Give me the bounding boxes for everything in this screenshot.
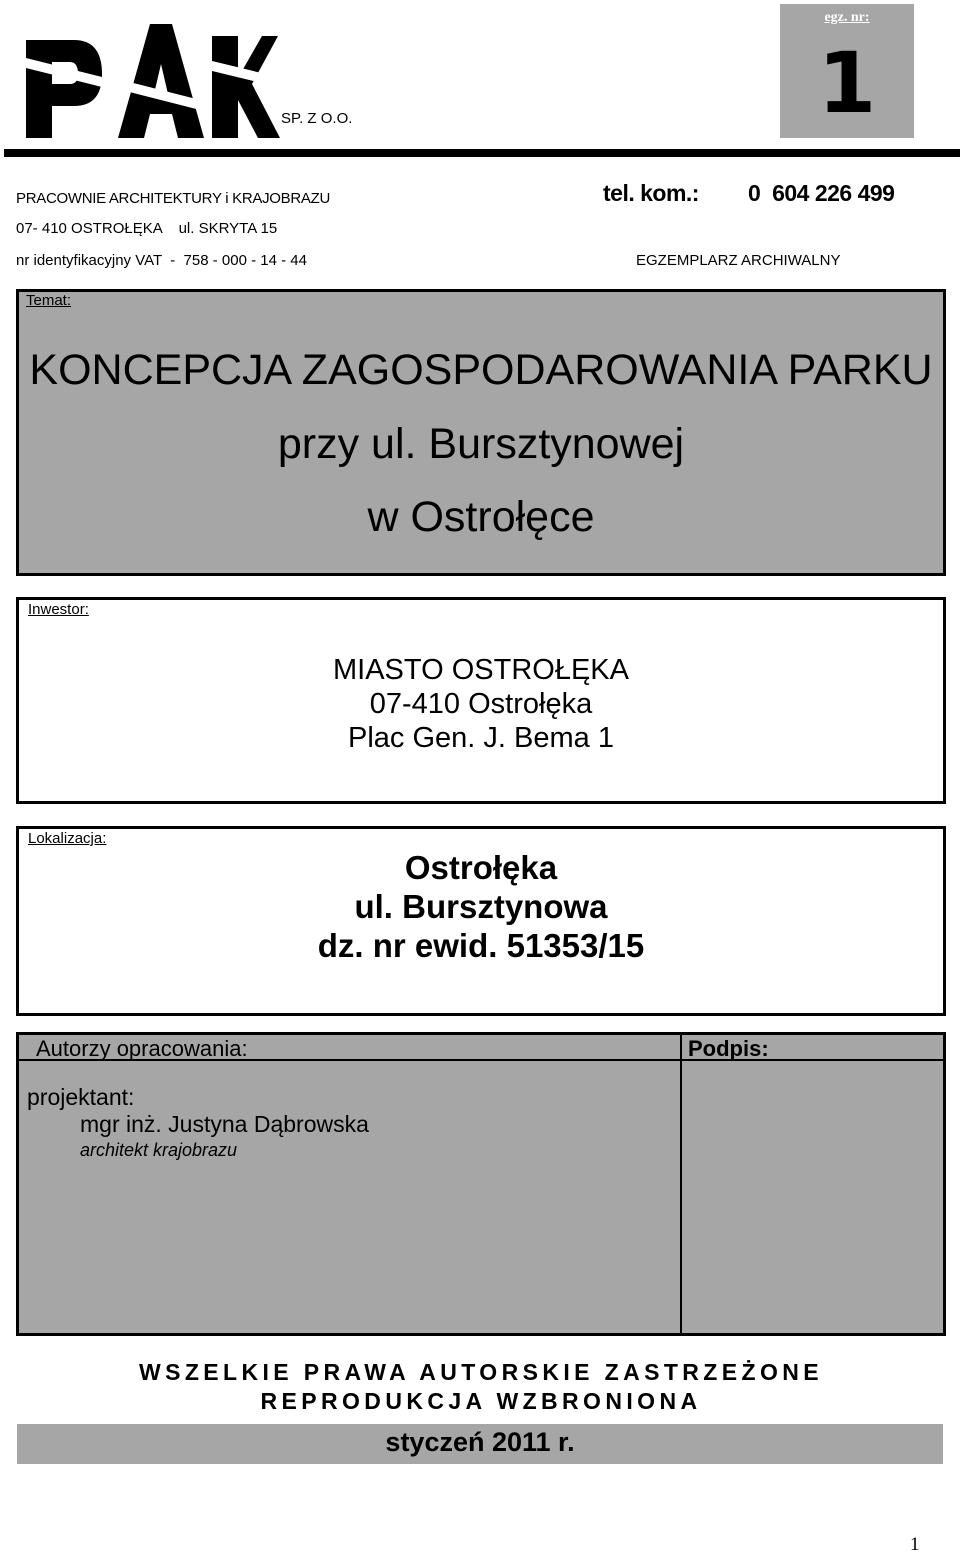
investor-city: 07-410 Ostrołęka [369,688,593,720]
company-vat: nr identyfikacyjny VAT - 758 - 000 - 14 - 44 [16,252,307,269]
designer-role: projektant: [27,1084,135,1110]
company-name: PRACOWNIE ARCHITEKTURY i KRAJOBRAZU [16,190,330,207]
company-logo [22,18,282,148]
topic-title-line3: w Ostrołęce [367,493,595,541]
archive-copy-label: EGZEMPLARZ ARCHIWALNY [636,252,841,269]
investor-label: Inwestor: [28,601,89,618]
location-label: Lokalizacja: [28,830,107,847]
topic-title-line2: przy ul. Bursztynowej [277,420,685,468]
designer-title: architekt krajobrazu [80,1140,238,1160]
company-form: SP. Z O.O. [281,110,353,127]
authors-column-divider [680,1032,682,1336]
signature-header: Podpis: [688,1036,769,1061]
authors-section [16,1032,946,1336]
investor-street: Plac Gen. J. Bema 1 [348,722,614,754]
header-divider [4,149,960,157]
investor-name: MIASTO OSTROŁĘKA [333,654,629,686]
pak-logo-graphic [22,18,282,148]
phone-label: tel. kom.: [603,180,699,206]
copy-number-label: egz. nr: [824,10,870,25]
topic-label: Temat: [26,292,72,309]
document-date: styczeń 2011 r. [385,1427,575,1457]
topic-title-line1: KONCEPCJA ZAGOSPODAROWANIA PARKU [29,346,933,394]
location-street: ul. Bursztynowa [354,888,608,925]
page-number: 1 [910,1534,920,1555]
reproduction-notice: REPRODUKCJA WZBRONIONA [260,1388,702,1414]
copyright-notice: WSZELKIE PRAWA AUTORSKIE ZASTRZEŻONE [138,1359,823,1385]
copy-number-box [780,4,914,138]
location-parcel: dz. nr ewid. 51353/15 [317,927,645,964]
company-address: 07- 410 OSTROŁĘKA ul. SKRYTA 15 [16,220,278,237]
copy-number: 1 [817,34,877,132]
location-city: Ostrołęka [404,849,558,886]
phone-number: 0 604 226 499 [748,180,895,206]
designer-name: mgr inż. Justyna Dąbrowska [80,1111,369,1137]
authors-header: Autorzy opracowania: [36,1036,248,1061]
